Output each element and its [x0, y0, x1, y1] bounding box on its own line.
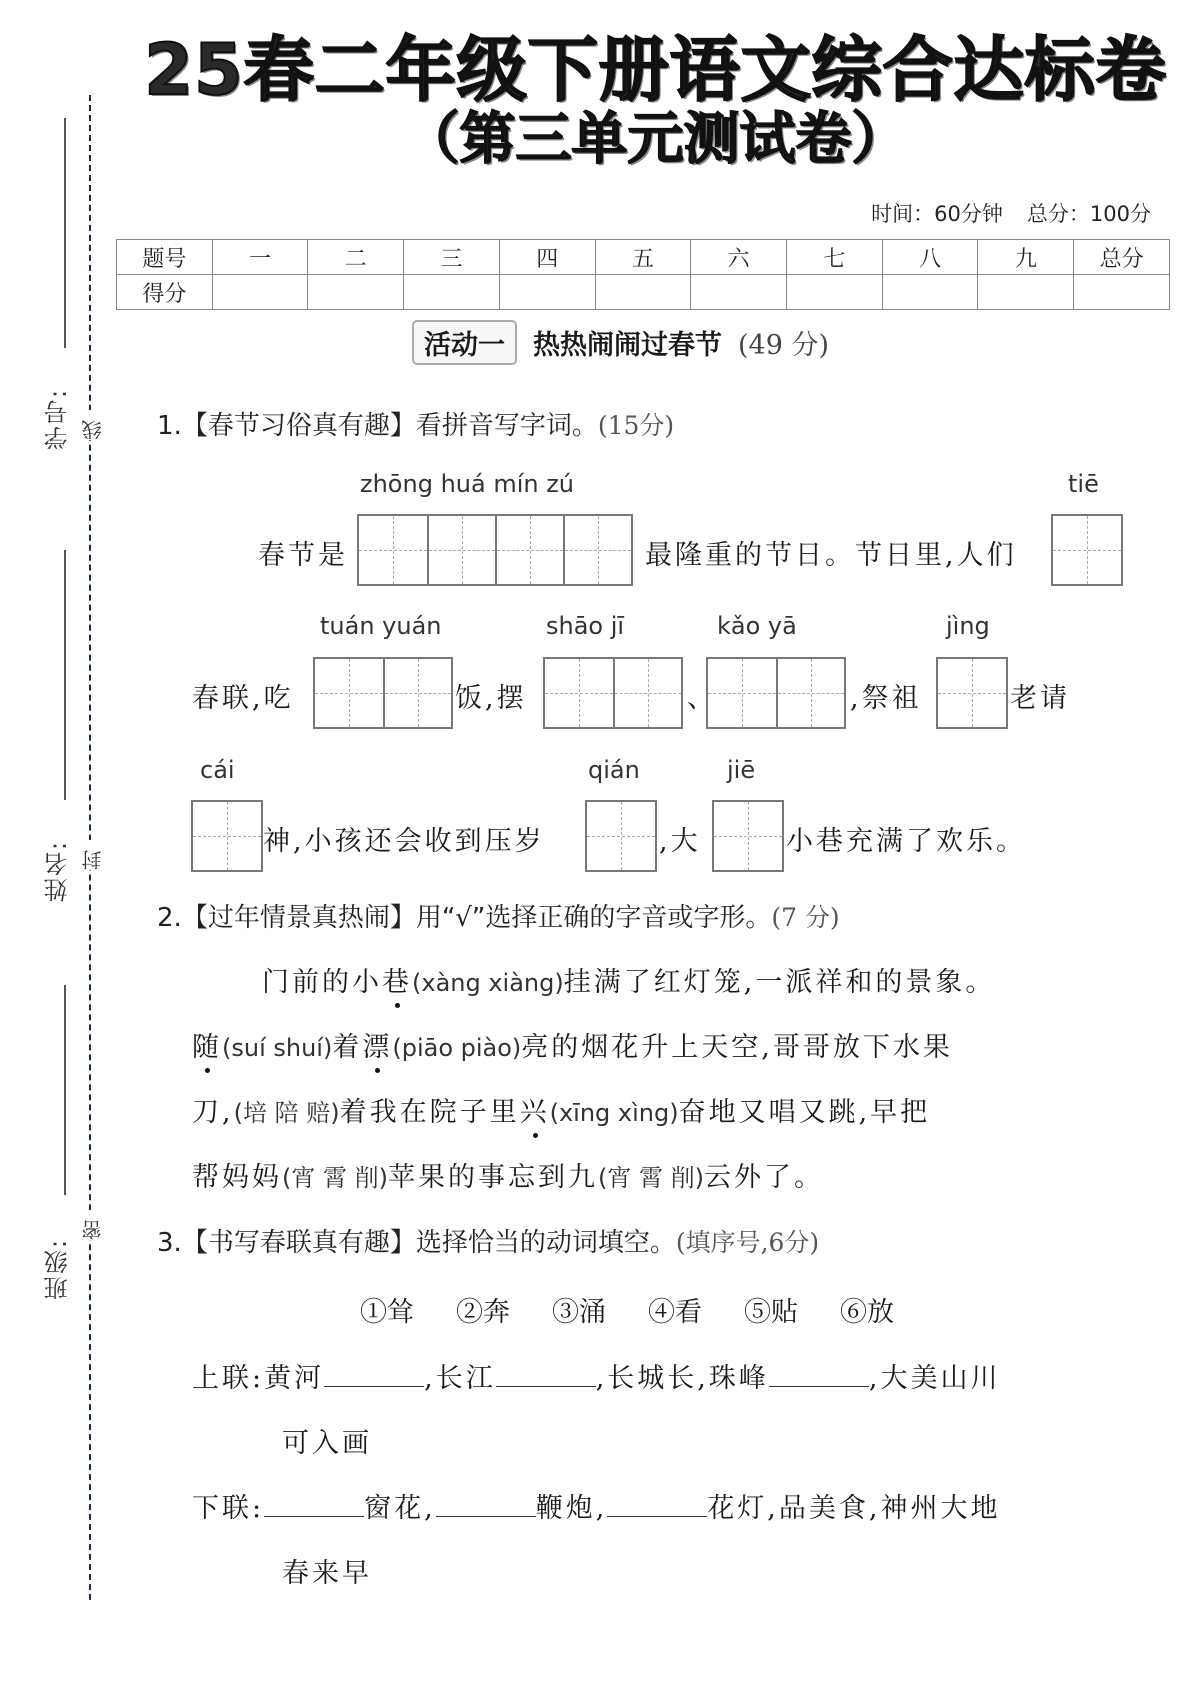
class-label: 班级: [44, 1237, 72, 1300]
fill-blank[interactable] [496, 1362, 596, 1387]
col-header: 三 [404, 240, 500, 275]
text: 黄河 [264, 1363, 325, 1394]
text: ,长城长,珠峰 [595, 1363, 769, 1394]
lower-couplet [192, 1486, 1000, 1525]
text: 帮妈妈 [192, 1162, 282, 1193]
fill-blank[interactable] [436, 1492, 536, 1517]
text: 着我在院子里 [339, 1097, 520, 1128]
page-subtitle: （第三单元测试卷） [403, 107, 908, 172]
col-header: 九 [978, 240, 1074, 275]
score-cell[interactable] [882, 275, 978, 310]
col-header: 六 [691, 240, 787, 275]
section-points: (49 分) [738, 330, 830, 361]
score-cell[interactable] [978, 275, 1074, 310]
dotted-char: 巷 [382, 967, 412, 998]
text: 花灯,品美食,神州大地 [707, 1493, 1001, 1524]
score-cell[interactable] [1074, 275, 1170, 310]
sentence-text: 饭,摆 [455, 683, 527, 714]
passage-line [192, 1090, 930, 1129]
answer-grid[interactable] [585, 800, 657, 872]
name-blank[interactable] [64, 550, 66, 800]
score-cell[interactable] [787, 275, 883, 310]
pinyin: jiē [727, 756, 756, 784]
col-header: 四 [499, 240, 595, 275]
score-cell[interactable] [404, 275, 500, 310]
question-title: 【春节习俗真有趣】看拼音写字词。 [181, 411, 598, 441]
question-number: 2. [157, 903, 182, 933]
text: 着 [332, 1032, 363, 1063]
time-limit: 时间：60分钟 [871, 202, 1003, 226]
answer-grid[interactable] [313, 657, 453, 729]
sentence-text: ,大 [659, 826, 701, 857]
text: 亮的烟花升上天空,哥哥放下水果 [521, 1032, 953, 1063]
couplet-label: 下联: [192, 1493, 265, 1524]
couplet-label: 上联: [192, 1363, 265, 1394]
name-label: 姓名: [44, 839, 72, 902]
choice-options[interactable]: (xàng xiàng) [412, 969, 564, 997]
upper-couplet [192, 1356, 1000, 1395]
answer-grid[interactable] [712, 800, 784, 872]
sentence-text: 神,小孩还会收到压岁 [263, 826, 545, 857]
verb-choices [360, 1290, 936, 1329]
score-cell[interactable] [691, 275, 787, 310]
question-2-heading [157, 897, 840, 934]
choice-options[interactable]: (piāo piào) [392, 1034, 522, 1062]
question-number: 1. [157, 411, 182, 441]
section-name: 热热闹闹过春节 [533, 330, 722, 361]
pinyin: kǎo yā [717, 612, 797, 640]
question-number-row [117, 240, 1170, 275]
text: 奋地又唱又跳,早把 [678, 1097, 931, 1128]
question-points: (7 分) [771, 903, 840, 932]
passage-line [192, 1155, 824, 1194]
pinyin: tiē [1068, 470, 1099, 498]
text: 窗花, [364, 1493, 436, 1524]
score-row [117, 275, 1170, 310]
answer-grid[interactable] [543, 657, 683, 729]
answer-grid[interactable] [936, 657, 1008, 729]
section-header [412, 320, 829, 365]
seal-mark: 封 [78, 840, 102, 870]
question-title: 【书写春联真有趣】选择恰当的动词填空。 [181, 1228, 676, 1258]
pinyin: qián [588, 756, 640, 784]
choice-options[interactable]: (宵 霄 削) [597, 1164, 704, 1192]
text: 门前的小 [262, 967, 382, 998]
col-header: 一 [212, 240, 308, 275]
choice: ⑥放 [840, 1297, 894, 1328]
sentence-text: 老请 [1010, 683, 1070, 714]
dotted-char: 漂 [362, 1032, 393, 1063]
exam-meta [871, 198, 1151, 228]
student-id-label: 学号: [44, 387, 72, 450]
col-header: 二 [308, 240, 404, 275]
fill-blank[interactable] [324, 1362, 424, 1387]
line-mark: 线 [78, 410, 102, 440]
choice: ①耸 [360, 1297, 414, 1328]
pinyin: cái [200, 756, 235, 784]
col-header: 总分 [1074, 240, 1170, 275]
dotted-char: 随 [192, 1032, 222, 1063]
question-3-heading [157, 1222, 819, 1259]
question-points: (15分) [597, 411, 675, 440]
pinyin: zhōng huá mín zú [360, 470, 575, 498]
sentence-text: 春联,吃 [192, 683, 294, 714]
col-header: 七 [787, 240, 883, 275]
choice: ③涌 [552, 1297, 606, 1328]
student-id-blank[interactable] [64, 118, 66, 348]
answer-grid[interactable] [191, 800, 263, 872]
col-header: 五 [595, 240, 691, 275]
fill-blank[interactable] [264, 1492, 364, 1517]
text: 鞭炮, [535, 1493, 608, 1524]
page-title: 25春二年级下册语文综合达标卷 [144, 29, 1167, 111]
score-table [116, 239, 1170, 310]
score-cell[interactable] [595, 275, 691, 310]
class-blank[interactable] [64, 985, 66, 1195]
sentence-text: 春节是 [258, 540, 348, 571]
question-points: (填序号,6分) [675, 1228, 820, 1257]
col-header: 八 [882, 240, 978, 275]
sentence-text: 小巷充满了欢乐。 [786, 826, 1026, 857]
dotted-char: 兴 [519, 1097, 550, 1128]
text: 刀, [192, 1097, 234, 1128]
row-label: 题号 [117, 240, 213, 275]
answer-grid[interactable] [357, 514, 633, 586]
score-cell[interactable] [212, 275, 308, 310]
choice-options[interactable]: (xīng xìng) [549, 1099, 679, 1127]
score-cell[interactable] [499, 275, 595, 310]
fill-blank[interactable] [769, 1362, 869, 1387]
sentence-text: 、 [687, 683, 717, 714]
passage-line [192, 1025, 953, 1064]
pinyin: jìng [946, 612, 990, 640]
fill-blank[interactable] [607, 1492, 707, 1517]
lower-couplet-cont: 春来早 [282, 1558, 372, 1589]
question-number: 3. [157, 1228, 182, 1258]
upper-couplet-cont: 可入画 [282, 1428, 372, 1459]
section-tag: 活动一 [412, 320, 517, 365]
score-cell[interactable] [308, 275, 404, 310]
text: ,大美山川 [868, 1363, 1001, 1394]
passage-line [262, 960, 995, 999]
choice: ②奔 [456, 1297, 510, 1328]
choice: ⑤贴 [744, 1297, 798, 1328]
row-label: 得分 [117, 275, 213, 310]
question-1-heading [157, 405, 674, 442]
text: 苹果的事忘到九 [387, 1162, 598, 1193]
question-title: 【过年情景真热闹】用“√”选择正确的字音或字形。 [181, 903, 772, 933]
text: 云外了。 [703, 1162, 824, 1193]
pinyin: shāo jī [546, 612, 625, 640]
secret-mark: 密 [78, 1210, 102, 1240]
text: 挂满了红灯笼,一派祥和的景象。 [563, 967, 996, 998]
choice-options[interactable]: (培 陪 赔) [233, 1099, 340, 1127]
pinyin: tuán yuán [320, 612, 442, 640]
choice-options[interactable]: (suí shuí) [222, 1034, 333, 1062]
text: ,长江 [424, 1363, 496, 1394]
total-score: 总分：100分 [1026, 202, 1151, 226]
sentence-text: 最隆重的节日。节日里,人们 [645, 540, 1017, 571]
choice: ④看 [648, 1297, 702, 1328]
answer-grid[interactable] [706, 657, 846, 729]
choice-options[interactable]: (宵 霄 削) [282, 1164, 388, 1192]
sentence-text: ,祭祖 [850, 683, 922, 714]
answer-grid[interactable] [1051, 514, 1123, 586]
